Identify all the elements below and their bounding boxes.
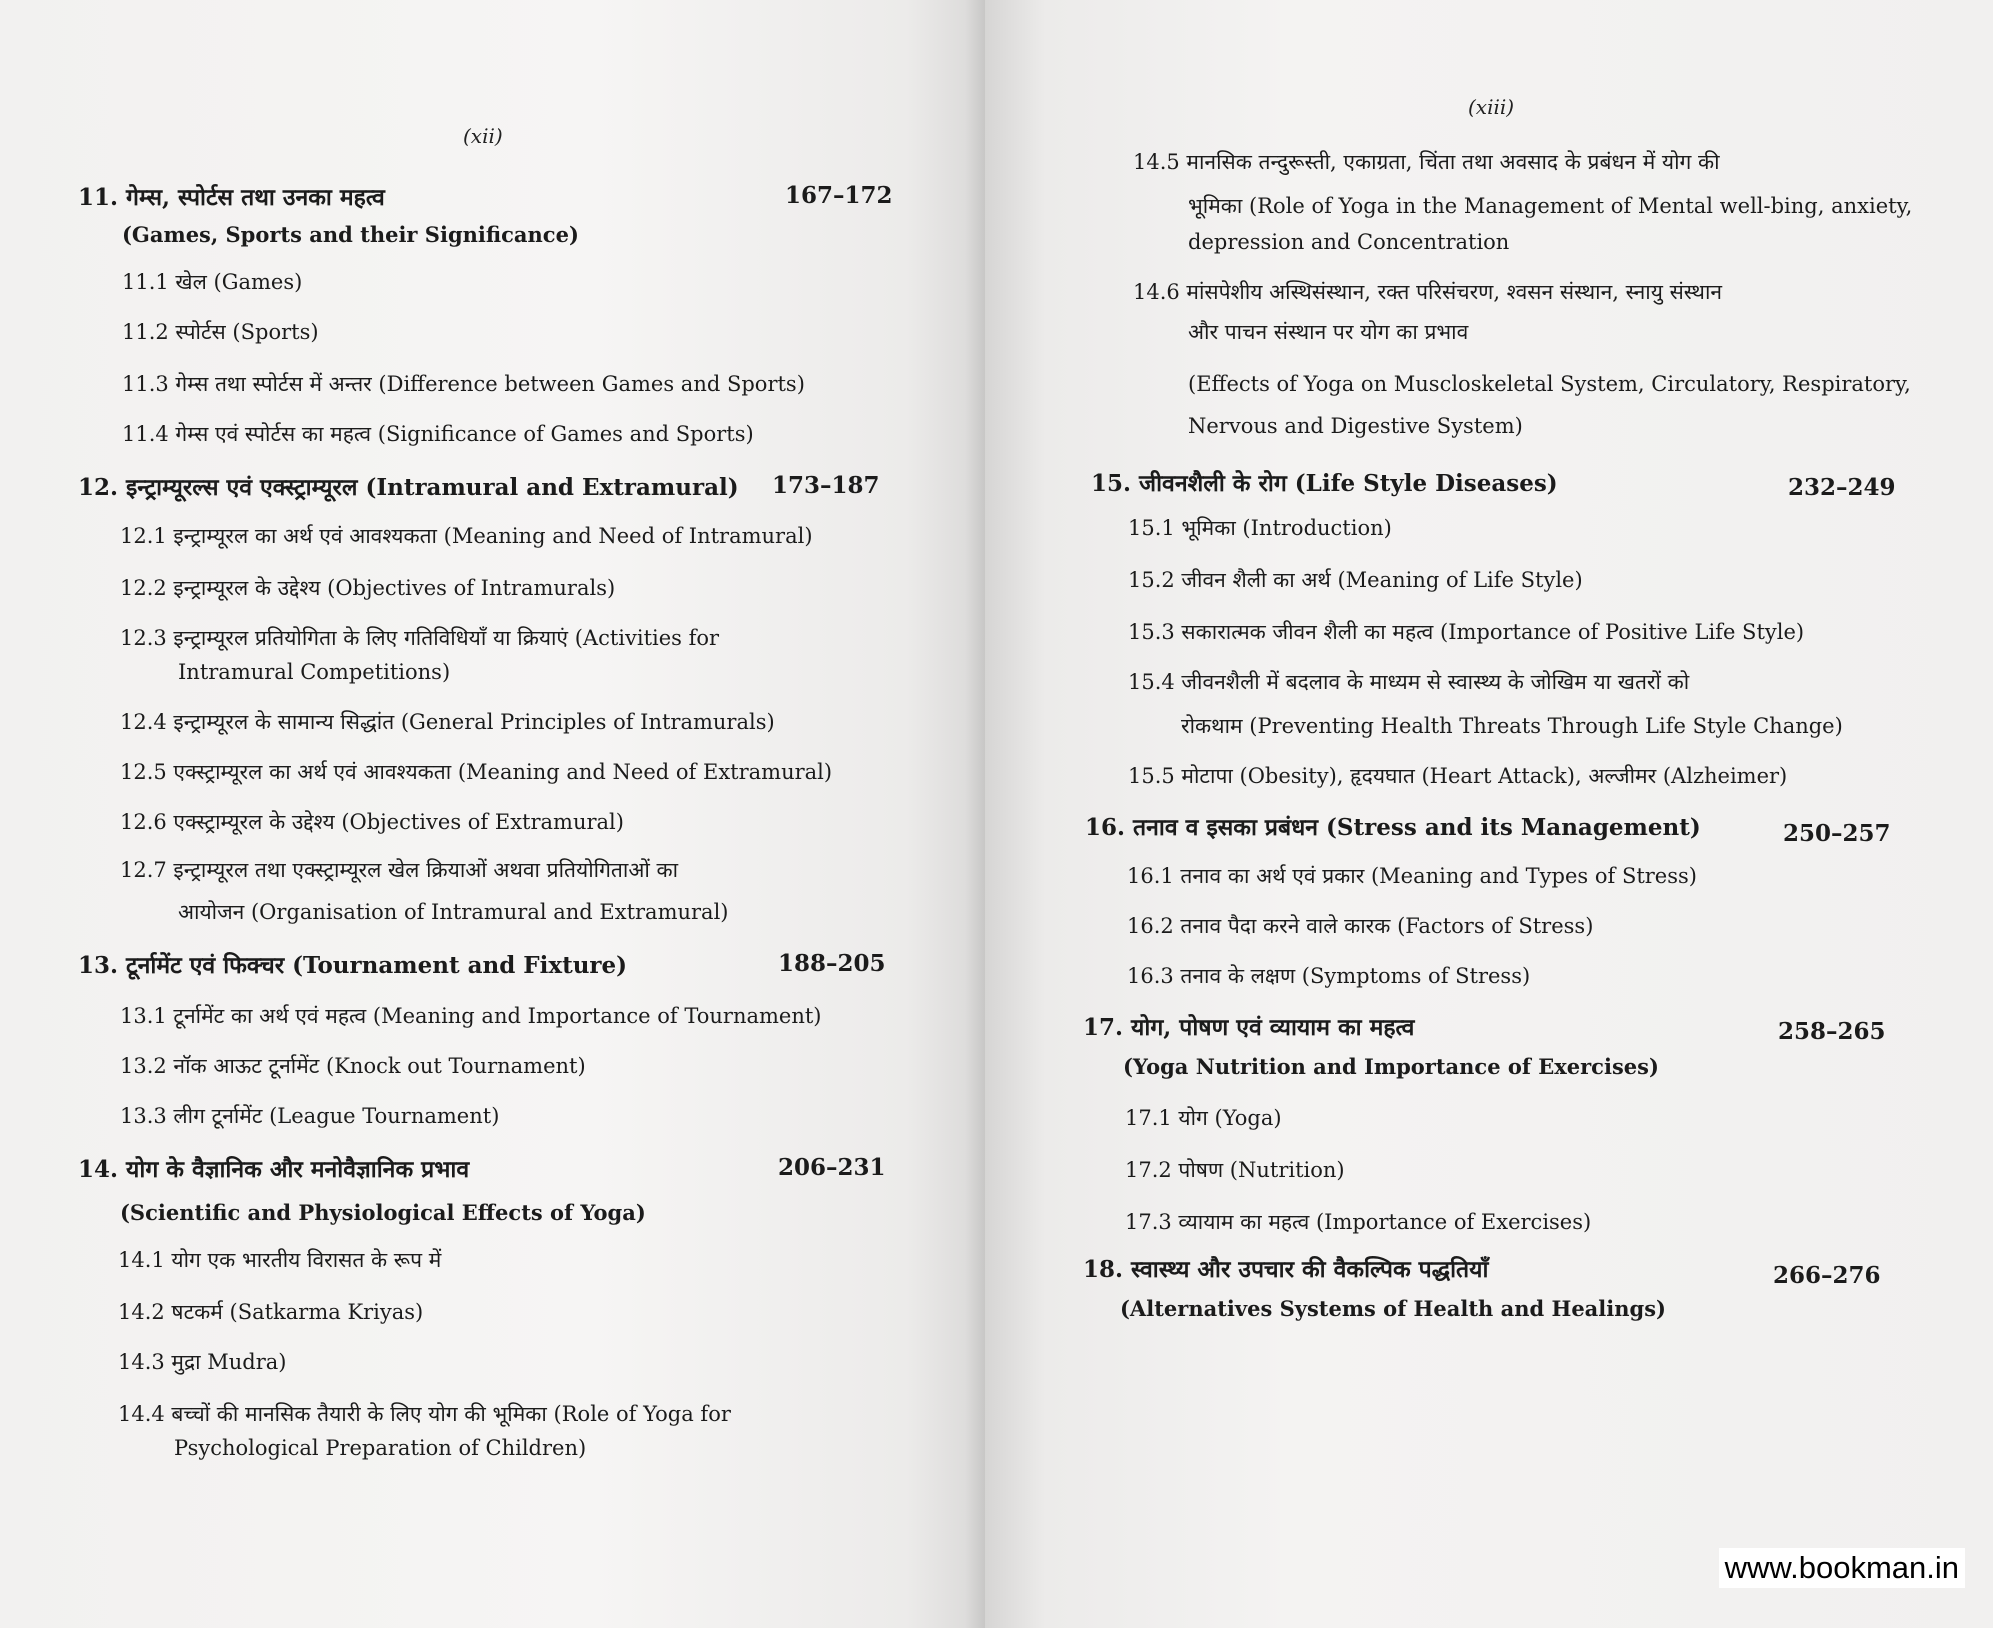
chapter-title: योग के वैज्ञानिक और मनोवैज्ञानिक प्रभाव [126, 1156, 470, 1183]
toc-item-14-6-cont-2: (Effects of Yoga on Muscloskeletal System, Circulatory, Respiratory, [1188, 372, 1911, 396]
chapter-16-heading [1085, 810, 1701, 842]
page-number-right: (xiii) [1468, 95, 1515, 119]
toc-item-16-3: 16.3 तनाव के लक्षण (Symptoms of Stress) [1127, 964, 1531, 988]
right-page [985, 0, 1993, 1628]
chapter-title: जीवनशैली के रोग (Life Style Diseases) [1139, 470, 1558, 497]
toc-item-12-4: 12.4 इन्ट्राम्यूरल के सामान्य सिद्धांत (General Principles of Intramurals) [120, 710, 775, 734]
watermark-url: www.bookman.in [1719, 1548, 1965, 1588]
toc-item-13-1: 13.1 टूर्नामेंट का अर्थ एवं महत्व (Meaning and Importance of Tournament) [120, 1004, 822, 1028]
chapter-17-subtitle: (Yoga Nutrition and Importance of Exercises) [1123, 1054, 1659, 1079]
toc-item-16-1: 16.1 तनाव का अर्थ एवं प्रकार (Meaning and Types of Stress) [1127, 864, 1697, 888]
toc-item-14-5: 14.5 मानसिक तन्दुरूस्ती, एकाग्रता, चिंता तथा अवसाद के प्रबंधन में योग की [1133, 150, 1720, 174]
toc-item-15-3: 15.3 सकारात्मक जीवन शैली का महत्व (Importance of Positive Life Style) [1128, 620, 1805, 644]
chapter-14-heading [78, 1152, 469, 1184]
chapter-12-pages: 173–187 [772, 472, 880, 499]
chapter-13-heading [78, 948, 627, 980]
toc-item-14-4: 14.4 बच्चों की मानसिक तैयारी के लिए योग की भूमिका (Role of Yoga for [118, 1402, 731, 1426]
chapter-number: 13. [78, 952, 119, 979]
toc-item-14-6-cont-3: Nervous and Digestive System) [1188, 414, 1523, 438]
chapter-13-pages: 188–205 [778, 950, 886, 977]
chapter-14-subtitle: (Scientific and Physiological Effects of Yoga) [120, 1200, 646, 1225]
toc-item-13-2: 13.2 नॉक आऊट टूर्नामेंट (Knock out Tournament) [120, 1054, 586, 1078]
chapter-14-pages: 206–231 [778, 1154, 886, 1181]
chapter-18-pages: 266–276 [1773, 1262, 1881, 1289]
page-number-left: (xii) [463, 124, 503, 148]
toc-item-14-1: 14.1 योग एक भारतीय विरासत के रूप में [118, 1248, 442, 1272]
chapter-15-pages: 232–249 [1788, 474, 1896, 501]
toc-item-14-5-cont-2: depression and Concentration [1188, 230, 1510, 254]
chapter-11-heading [78, 180, 385, 212]
chapter-number: 16. [1085, 814, 1126, 841]
chapter-11-subtitle: (Games, Sports and their Significance) [122, 222, 579, 247]
chapter-title: गेम्स, स्पोर्टस तथा उनका महत्व [126, 184, 385, 211]
toc-item-12-7-cont: आयोजन (Organisation of Intramural and Extramural) [178, 900, 729, 924]
left-page [0, 0, 985, 1628]
chapter-18-heading [1083, 1252, 1488, 1284]
chapter-title: योग, पोषण एवं व्यायाम का महत्व [1131, 1014, 1415, 1041]
chapter-17-heading [1083, 1010, 1414, 1042]
toc-item-12-3: 12.3 इन्ट्राम्यूरल प्रतियोगिता के लिए गतिविधियाँ या क्रियाएं (Activities for [120, 626, 720, 650]
toc-item-11-1: 11.1 खेल (Games) [122, 270, 303, 294]
toc-item-14-3: 14.3 मुद्रा Mudra) [118, 1350, 287, 1374]
toc-item-15-4-cont: रोकथाम (Preventing Health Threats Through Life Style Change) [1181, 714, 1843, 738]
toc-item-12-1: 12.1 इन्ट्राम्यूरल का अर्थ एवं आवश्यकता (Meaning and Need of Intramural) [120, 524, 813, 548]
toc-item-14-2: 14.2 षटकर्म (Satkarma Kriyas) [118, 1300, 424, 1324]
toc-item-14-6: 14.6 मांसपेशीय अस्थिसंस्थान, रक्त परिसंचरण, श्वसन संस्थान, स्नायु संस्थान [1133, 280, 1723, 304]
chapter-title: स्वास्थ्य और उपचार की वैकल्पिक पद्धतियाँ [1131, 1256, 1489, 1283]
toc-item-12-7: 12.7 इन्ट्राम्यूरल तथा एक्स्ट्राम्यूरल खेल क्रियाओं अथवा प्रतियोगिताओं का [120, 858, 679, 882]
toc-item-14-6-cont-1: और पाचन संस्थान पर योग का प्रभाव [1188, 320, 1469, 344]
toc-item-11-3: 11.3 गेम्स तथा स्पोर्टस में अन्तर (Difference between Games and Sports) [122, 372, 805, 396]
chapter-title: तनाव व इसका प्रबंधन (Stress and its Management) [1133, 814, 1701, 841]
chapter-17-pages: 258–265 [1778, 1018, 1886, 1045]
toc-item-12-3-cont: Intramural Competitions) [178, 660, 451, 684]
toc-item-12-6: 12.6 एक्स्ट्राम्यूरल के उद्देश्य (Objectives of Extramural) [120, 810, 624, 834]
toc-item-15-1: 15.1 भूमिका (Introduction) [1128, 516, 1392, 540]
chapter-number: 14. [78, 1156, 119, 1183]
chapter-number: 18. [1083, 1256, 1124, 1283]
toc-item-15-2: 15.2 जीवन शैली का अर्थ (Meaning of Life Style) [1128, 568, 1583, 592]
toc-item-11-4: 11.4 गेम्स एवं स्पोर्टस का महत्व (Significance of Games and Sports) [122, 422, 754, 446]
toc-item-11-2: 11.2 स्पोर्टस (Sports) [122, 320, 319, 344]
toc-item-17-1: 17.1 योग (Yoga) [1125, 1106, 1282, 1130]
chapter-15-heading [1091, 466, 1558, 498]
toc-item-17-3: 17.3 व्यायाम का महत्व (Importance of Exercises) [1125, 1210, 1592, 1234]
toc-item-14-4-cont: Psychological Preparation of Children) [174, 1436, 587, 1460]
chapter-number: 11. [78, 184, 119, 211]
toc-item-15-5: 15.5 मोटापा (Obesity), हृदयघात (Heart Attack), अल्जीमर (Alzheimer) [1128, 764, 1788, 788]
chapter-18-subtitle: (Alternatives Systems of Health and Healings) [1120, 1296, 1666, 1321]
toc-item-12-2: 12.2 इन्ट्राम्यूरल के उद्देश्य (Objectives of Intramurals) [120, 576, 616, 600]
chapter-title: इन्ट्राम्यूरल्स एवं एक्स्ट्राम्यूरल (Intramural and Extramural) [126, 474, 739, 501]
toc-item-16-2: 16.2 तनाव पैदा करने वाले कारक (Factors of Stress) [1127, 914, 1594, 938]
toc-item-15-4: 15.4 जीवनशैली में बदलाव के माध्यम से स्वास्थ्य के जोखिम या खतरों को [1128, 670, 1690, 694]
chapter-11-pages: 167–172 [785, 182, 893, 209]
toc-item-14-5-cont-1: भूमिका (Role of Yoga in the Management of Mental well-bing, anxiety, [1188, 194, 1913, 218]
toc-item-13-3: 13.3 लीग टूर्नामेंट (League Tournament) [120, 1104, 500, 1128]
chapter-title: टूर्नामेंट एवं फिक्चर (Tournament and Fixture) [126, 952, 628, 979]
chapter-number: 17. [1083, 1014, 1124, 1041]
chapter-number: 15. [1091, 470, 1132, 497]
chapter-16-pages: 250–257 [1783, 820, 1891, 847]
chapter-number: 12. [78, 474, 119, 501]
toc-item-17-2: 17.2 पोषण (Nutrition) [1125, 1158, 1345, 1182]
toc-item-12-5: 12.5 एक्स्ट्राम्यूरल का अर्थ एवं आवश्यकता (Meaning and Need of Extramural) [120, 760, 833, 784]
chapter-12-heading [78, 470, 739, 502]
